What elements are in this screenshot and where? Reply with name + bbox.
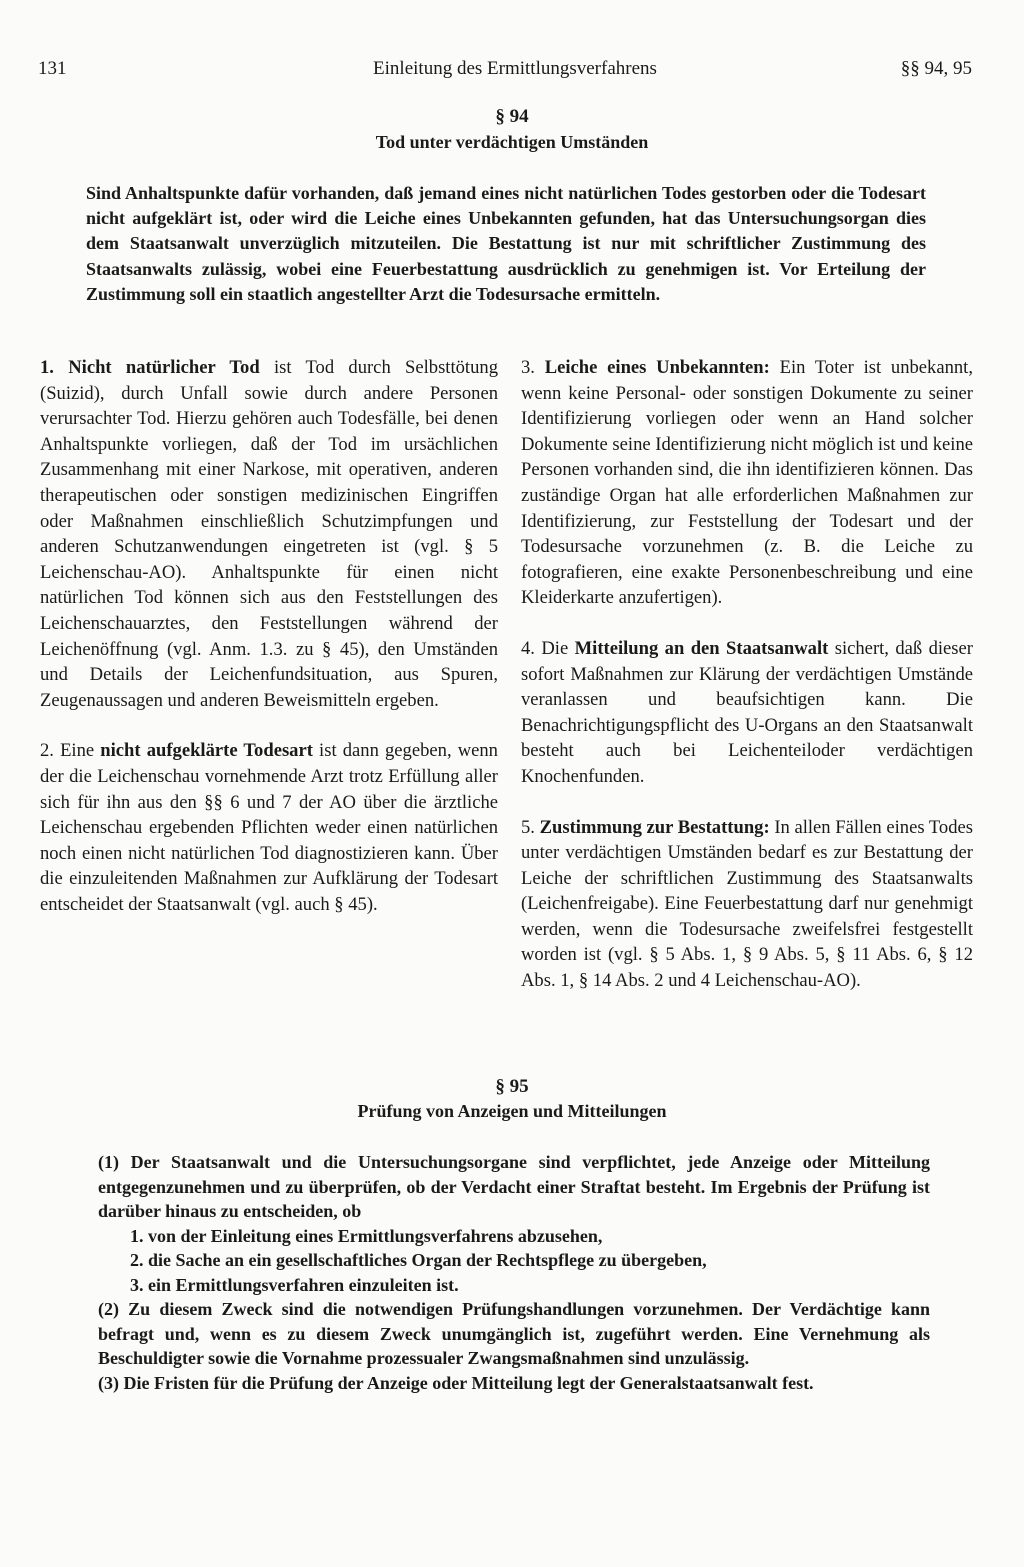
list-item: 1. von der Einleitung eines Ermittlungsverfahrens abzusehen, (130, 1225, 603, 1246)
note-1 (40, 355, 498, 713)
note-4-text: sichert, daß dieser sofort Maßnahmen zur Klärung der verdächtigen Umstände veranlassen und beaufsichtigen kann. Die Benachrichtigungspflicht des U-Organs an den Staatsanwalt besteht auch bei Leichenteiloder verdächtigen Knochenfunden. (521, 637, 973, 787)
list-item: 3. ein Ermittlungsverfahren einzuleiten ist. (130, 1274, 459, 1295)
note-5-number: 5. (521, 816, 535, 838)
section-95-number: § 95 (495, 1076, 529, 1097)
section-94-law-text: Sind Anhaltspunkte dafür vorhanden, daß jemand eines nicht natürlichen Todes gestorben oder die Todesart nicht aufgeklärt ist, oder wird die Leiche eines Unbekannten gefunden, hat das Untersuchungsorgan dies dem Staatsanwalt unverzüglich mitzuteilen. Die Bestattung ist nur mit schriftlicher Zustimmung des Staatsanwalts zulässig, wobei eine Feuerbestattung ausdrücklich zu genehmigen ist. Vor Erteilung der Zustimmung soll ein staatlich angestellter Arzt die Todesursache ermitteln. (86, 183, 926, 304)
note-2-text: ist dann gegeben, wenn der die Leichenschau vornehmende Arzt trotz Erfüllung aller sich für ihn aus den §§ 6 und 7 der AO über die ärztliche Leichenschau ergebenden Pflichten weder einen natürlichen noch einen nicht natürlichen Tod diagnostizieren kann. Über die einzuleitenden Maßnahmen zur Aufklärung der Todesart entscheidet der Staatsanwalt (vgl. auch § 45). (40, 740, 498, 915)
section-95-decision-list (98, 1224, 930, 1298)
section-94-title: Tod unter verdächtigen Umständen (375, 132, 649, 152)
section-reference: §§ 94, 95 (900, 58, 972, 79)
note-1-text: ist Tod durch Selbsttötung (Suizid), durch Unfall sowie durch andere Personen verursachter Tod. Hierzu gehören auch Todesfälle, bei denen Anhaltspunkte vorliegen, daß der Tod im ursächlichen Zusammenhang mit einer Narkose, mit operativen, anderen therapeutischen oder sonstigen medizinischen Eingriffen oder Maßnahmen einschließlich Schutzimpfungen und anderen Schutzanwendungen eingetreten ist (vgl. § 5 Leichenschau-AO). Anhaltspunkte für einen nicht natürlichen Tod können sich aus den Feststellungen des Leichenschauarztes, den Feststellungen während der Leichenöffnung (vgl. Anm. 1.3. zu § 45), den Umständen und Details der Leichenfundsituation, aus Spuren, Zeugenaussagen und anderen Beweismitteln ergeben. (40, 357, 498, 711)
note-3-number: 3. (521, 357, 535, 378)
running-title: Einleitung des Ermittlungsverfahrens (373, 58, 657, 79)
note-2-pre: Eine (60, 740, 95, 762)
section-94-number: § 94 (495, 106, 529, 127)
note-3-text: Ein Toter ist unbekannt, wenn keine Personal- oder sonstigen Dokumente zu seiner Identifizierung vorliegen oder wenn an Hand solcher Dokumente seine Identifizierung nicht möglich ist und keine Personen vorhanden sind, die ihn identifizieren können. Das zuständige Organ hat alle erforderlichen Maßnahmen zur Identifizierung, zur Feststellung der Todesart und der Todesursache vorzunehmen (z. B. die Leiche zu fotografieren, eine exakte Personenbeschreibung und eine Kleiderkarte anzufertigen). (521, 357, 973, 609)
note-5-text: In allen Fällen eines Todes unter verdächtigen Umständen bedarf es zur Bestattung der Leiche der schriftlichen Zustimmung des Staatsanwalts (Leichenfreigabe). Eine Feuerbestattung darf nur genehmigt werden, wenn die Todesursache zweifelsfrei festgestellt worden ist (vgl. § 5 Abs. 1, § 9 Abs. 5, § 11 Abs. 6, § 12 Abs. 1, § 14 Abs. 2 und 4 Leichenschau-AO). (521, 816, 974, 992)
note-5 (521, 815, 973, 994)
note-1-term: Nicht natürlicher Tod (68, 357, 260, 378)
note-4-term: Mitteilung an den Staatsanwalt (574, 637, 829, 659)
note-2-term: nicht aufgeklärte Todesart (100, 740, 313, 762)
note-2-number: 2. (40, 740, 54, 762)
page-number: 131 (38, 58, 67, 79)
commentary-right-column (521, 355, 973, 1019)
list-item: 2. die Sache an ein gesellschaftliches Organ der Rechtspflege zu übergeben, (130, 1250, 707, 1270)
note-1-number: 1. (40, 357, 54, 378)
note-4 (521, 636, 973, 790)
running-header (38, 58, 972, 88)
note-4-pre: Die (541, 637, 569, 659)
note-4-number: 4. (521, 637, 535, 659)
section-95-title: Prüfung von Anzeigen und Mitteilungen (357, 1101, 667, 1121)
note-2 (40, 738, 498, 917)
section-95-law-text (98, 1150, 930, 1395)
section-95-para-3: (3) Die Fristen für die Prüfung der Anzeige oder Mitteilung legt der Generalstaatsanwalt fest. (98, 1372, 814, 1393)
section-95-para-1: (1) Der Staatsanwalt und die Untersuchungsorgane sind verpflichtet, jede Anzeige oder Mitteilung entgegenzunehmen und zu überprüfen, ob der Verdacht einer Straftat besteht. Im Ergebnis der Prüfung ist darüber hinaus zu entscheiden, ob (98, 1152, 930, 1221)
note-5-term: Zustimmung zur Bestattung: (539, 816, 770, 838)
note-3-term: Leiche eines Unbekannten: (544, 357, 770, 378)
section-95-para-2: (2) Zu diesem Zweck sind die notwendigen Prüfungshandlungen vorzunehmen. Der Verdächtige kann befragt und, wenn es zu diesem Zweck unumgänglich ist, zugeführt werden. Eine Vernehmung als Beschuldigter sowie die Vornahme prozessualer Zwangsmaßnahmen sind unzulässig. (98, 1299, 930, 1368)
note-3 (521, 355, 973, 611)
commentary-left-column (40, 355, 498, 942)
